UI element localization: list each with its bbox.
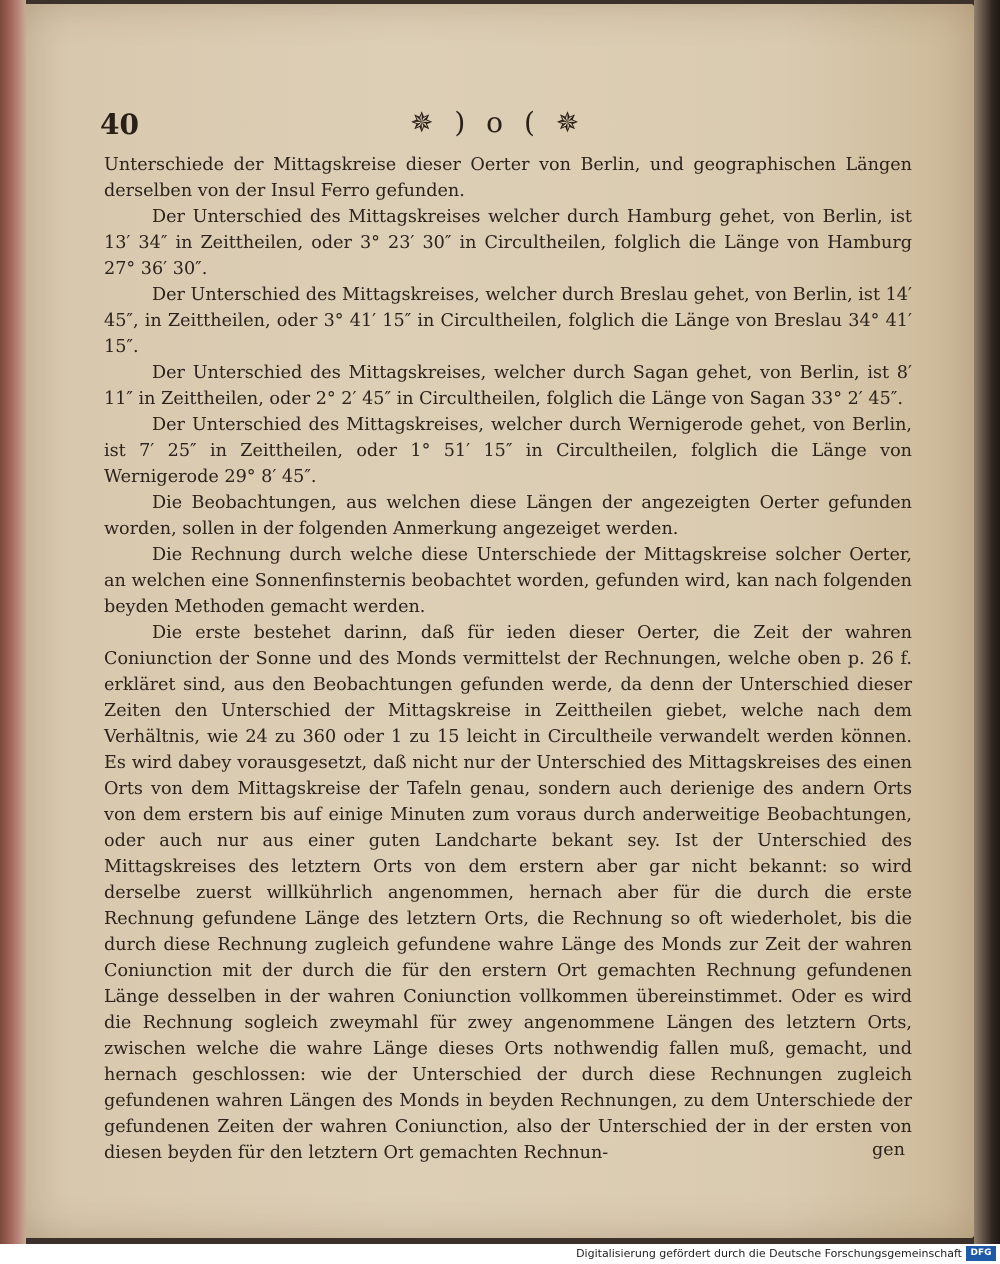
page-number: 40 — [100, 108, 139, 141]
catchword: gen — [872, 1140, 906, 1160]
footer-bar — [0, 1244, 1000, 1264]
paragraph: Der Unterschied des Mittagskreises, welcher durch Breslau gehet, von Berlin, ist 14′ 45″, in Zeittheilen, oder 3° 41′ 15″ in Circultheilen, folglich die Länge von Breslau 34° 41′ 15″. — [104, 285, 912, 357]
paragraph: Unterschiede der Mittagskreise dieser Oerter von Berlin, und geographischen Längen derselben von der Insul Ferro gefunden. — [104, 155, 912, 201]
paragraph: Die erste bestehet darinn, daß für ieden dieser Oerter, die Zeit der wahren Coniunction der Sonne und des Monds vermittelst der Rechnungen, welche oben p. 26 f. erkläret sind, aus den Beobachtungen gefunden werde, da denn der Unterschied dieser Zeiten den Unterschied der Mittagskreise in Zeittheilen giebet, welche nach dem Verhältnis, wie 24 zu 360 oder 1 zu 15 leicht in Circultheile verwandelt werden können. Es wird dabey vorausgesetzt, daß nicht nur der Unterschied des Mittagskreises des einen Orts von dem Mittagskreise der Tafeln genau, sondern auch derienige des andern Orts von dem erstern bis auf einige Minuten zum voraus durch anderweitige Beobachtungen, oder auch nur aus einer guten Landcharte bekant sey. Ist der Unterschied des Mittagskreises des letztern Orts von dem erstern aber gar nicht bekannt: so wird derselbe zuerst willkührlich angenommen, hernach aber für die durch die erste Rechnung gefundene Länge des letztern Orts, die Rechnung so oft wiederholet, bis die durch diese Rechnung zugleich gefundene wahre Länge des Monds zur Zeit der wahren Coniunction mit der durch die für den erstern Ort gemachten Rechnung gefundenen Länge desselben in der wahren Coniunction vollkommen übereinstimmet. Oder es wird die Rechnung sogleich zweymahl für zwey angenommene Längen des letztern Orts, zwischen welche die wahre Länge dieses Orts nothwendig fallen muß, gemacht, und hernach geschlossen: wie der Unterschied der durch diese Rechnungen zugleich gefundenen wahren Längen des Monds in beyden Rechnungen, zu dem Unterschiede der gefundenen Zeiten der wahren Coniunction, also der Unterschied der in der ersten von diesen beyden für den letztern Ort gemachten Rechnun- — [104, 623, 912, 1163]
paragraph: Der Unterschied des Mittagskreises, welcher durch Sagan gehet, von Berlin, ist 8′ 11″ in Zeittheilen, oder 2° 2′ 45″ in Circultheilen, folglich die Länge von Sagan 33° 2′ 45″. — [104, 363, 912, 409]
dfg-logo[interactable]: DFG — [966, 1246, 996, 1261]
header-ornament: ✵ ) o ( ✵ — [410, 106, 586, 139]
paragraph: Die Rechnung durch welche diese Unterschiede der Mittagskreise solcher Oerter, an welchen eine Sonnenfinsternis beobachtet worden, gefunden wird, kan nach folgenden beyden Methoden gemacht werden. — [104, 545, 912, 617]
page-edge-left — [0, 0, 26, 1244]
page-header — [100, 104, 910, 144]
paragraph: Der Unterschied des Mittagskreises, welcher durch Wernigerode gehet, von Berlin, ist 7′ 25″ in Zeittheilen, oder 1° 51′ 15″ in Circultheilen, folglich die Länge von Wernigerode 29° 8′ 45″. — [104, 415, 912, 487]
funding-credit: Digitalisierung gefördert durch die Deutsche Forschungsgemeinschaft — [576, 1247, 962, 1260]
paragraph: Der Unterschied des Mittagskreises welcher durch Hamburg gehet, von Berlin, ist 13′ 34″ in Zeittheilen, oder 3° 23′ 30″ in Circultheilen, folglich die Länge von Hamburg 27° 36′ 30″. — [104, 207, 912, 279]
page-edge-right — [974, 0, 1000, 1244]
paragraph: Die Beobachtungen, aus welchen diese Längen der angezeigten Oerter gefunden worden, sollen in der folgenden Anmerkung angezeiget werden. — [104, 493, 912, 539]
body-text — [104, 152, 912, 1166]
